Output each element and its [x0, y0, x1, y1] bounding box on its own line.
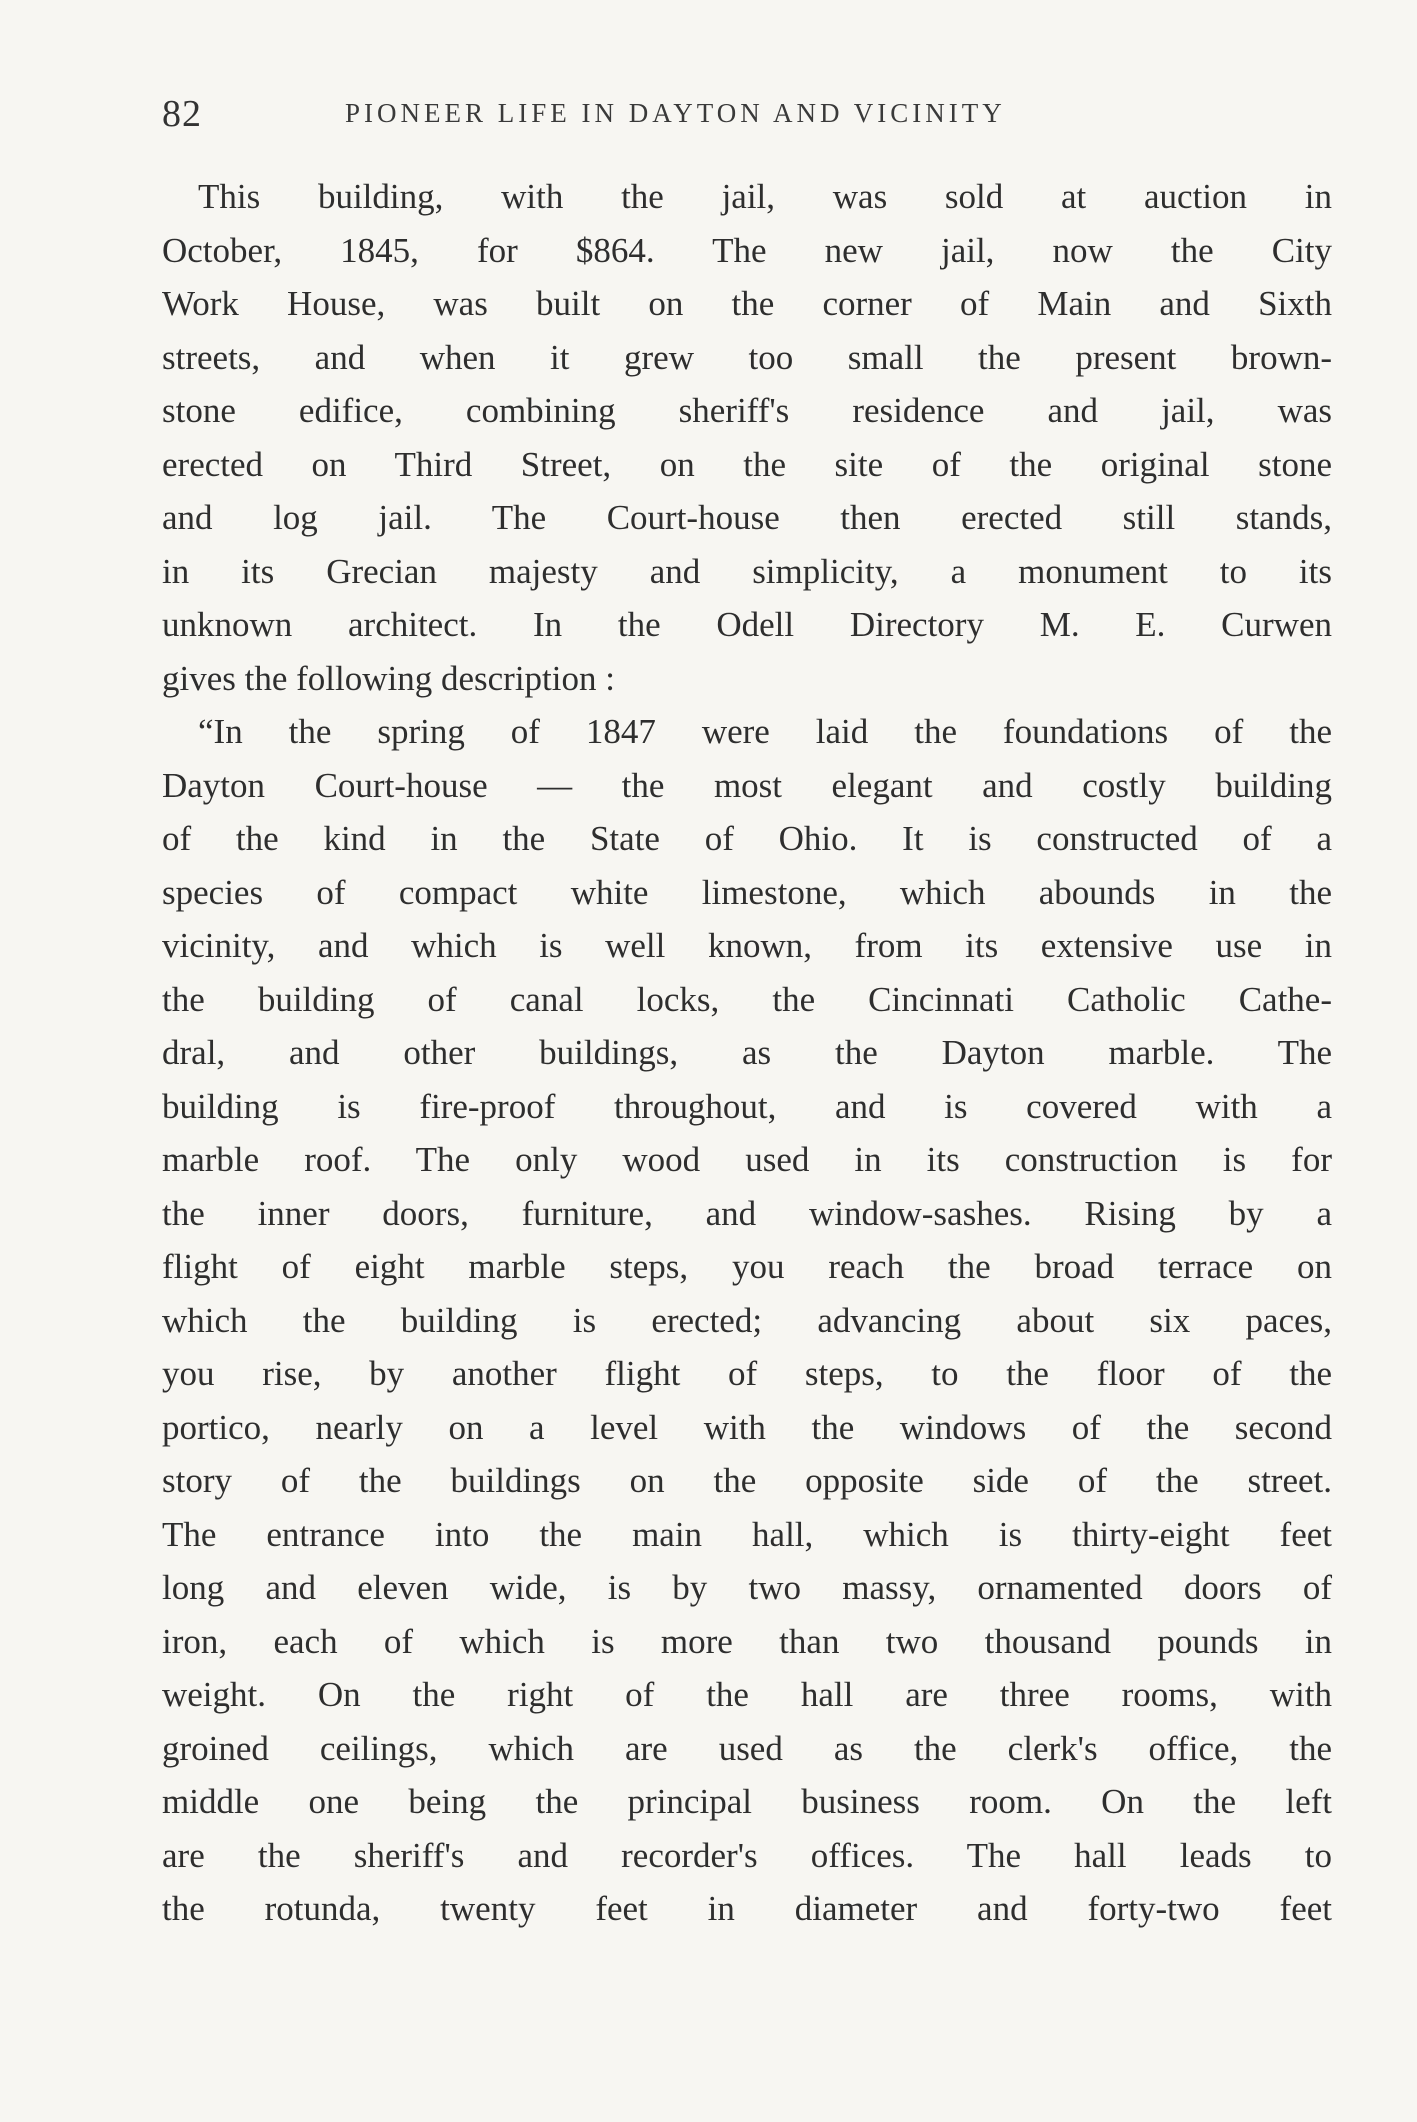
text-line: groined ceilings, which are used as the clerk's office, the: [162, 1728, 1332, 1768]
text-line: species of compact white limestone, which abounds in the: [162, 872, 1332, 912]
text-line: This building, with the jail, was sold at auction in: [198, 177, 1332, 216]
text-line: building is fire-proof throughout, and is covered with a: [162, 1086, 1332, 1126]
text-line: October, 1845, for $864. The new jail, now the City: [162, 230, 1332, 270]
text-line: gives the following description :: [162, 658, 615, 698]
text-line: stone edifice, combining sheriff's residence and jail, was: [162, 391, 1332, 430]
text-line: the rotunda, twenty feet in diameter and forty-two feet: [162, 1889, 1332, 1928]
text-line: the inner doors, furniture, and window-sashes. Rising by a: [162, 1193, 1332, 1233]
text-line: The entrance into the main hall, which is thirty-eight feet: [162, 1514, 1332, 1554]
text-line: the building of canal locks, the Cincinnati Catholic Cathe-: [162, 979, 1332, 1019]
text-line: streets, and when it grew too small the present brown-: [162, 337, 1332, 377]
text-line: iron, each of which is more than two thousand pounds in: [162, 1621, 1332, 1661]
running-head: [162, 92, 1332, 142]
text-line: Work House, was built on the corner of Main and Sixth: [162, 284, 1332, 323]
text-line: marble roof. The only wood used in its construction is for: [162, 1140, 1332, 1179]
text-line: flight of eight marble steps, you reach the broad terrace on: [162, 1247, 1332, 1286]
text-line: dral, and other buildings, as the Dayton marble. The: [162, 1033, 1332, 1072]
page-number: 82: [162, 93, 202, 135]
text-line: weight. On the right of the hall are three rooms, with: [162, 1675, 1332, 1714]
body-text: [162, 170, 1332, 1936]
text-line: long and eleven wide, is by two massy, ornamented doors of: [162, 1568, 1332, 1607]
running-title: PIONEER LIFE IN DAYTON AND VICINITY: [345, 98, 1006, 128]
text-line: are the sheriff's and recorder's offices. The hall leads to: [162, 1835, 1332, 1875]
text-line: vicinity, and which is well known, from its extensive use in: [162, 926, 1332, 965]
text-line: and log jail. The Court-house then erected still stands,: [162, 498, 1332, 537]
text-line: “In the spring of 1847 were laid the foundations of the: [198, 712, 1332, 751]
text-line: of the kind in the State of Ohio. It is constructed of a: [162, 819, 1332, 858]
text-line: Dayton Court-house — the most elegant and costly building: [162, 765, 1332, 805]
text-line: in its Grecian majesty and simplicity, a monument to its: [162, 551, 1332, 591]
text-line: you rise, by another flight of steps, to the floor of the: [162, 1354, 1332, 1393]
text-line: story of the buildings on the opposite side of the street.: [162, 1461, 1332, 1500]
text-line: erected on Third Street, on the site of the original stone: [162, 444, 1332, 484]
text-line: unknown architect. In the Odell Directory M. E. Curwen: [162, 605, 1332, 644]
text-line: portico, nearly on a level with the windows of the second: [162, 1407, 1332, 1447]
text-line: middle one being the principal business room. On the left: [162, 1782, 1332, 1821]
text-line: which the building is erected; advancing about six paces,: [162, 1300, 1332, 1340]
